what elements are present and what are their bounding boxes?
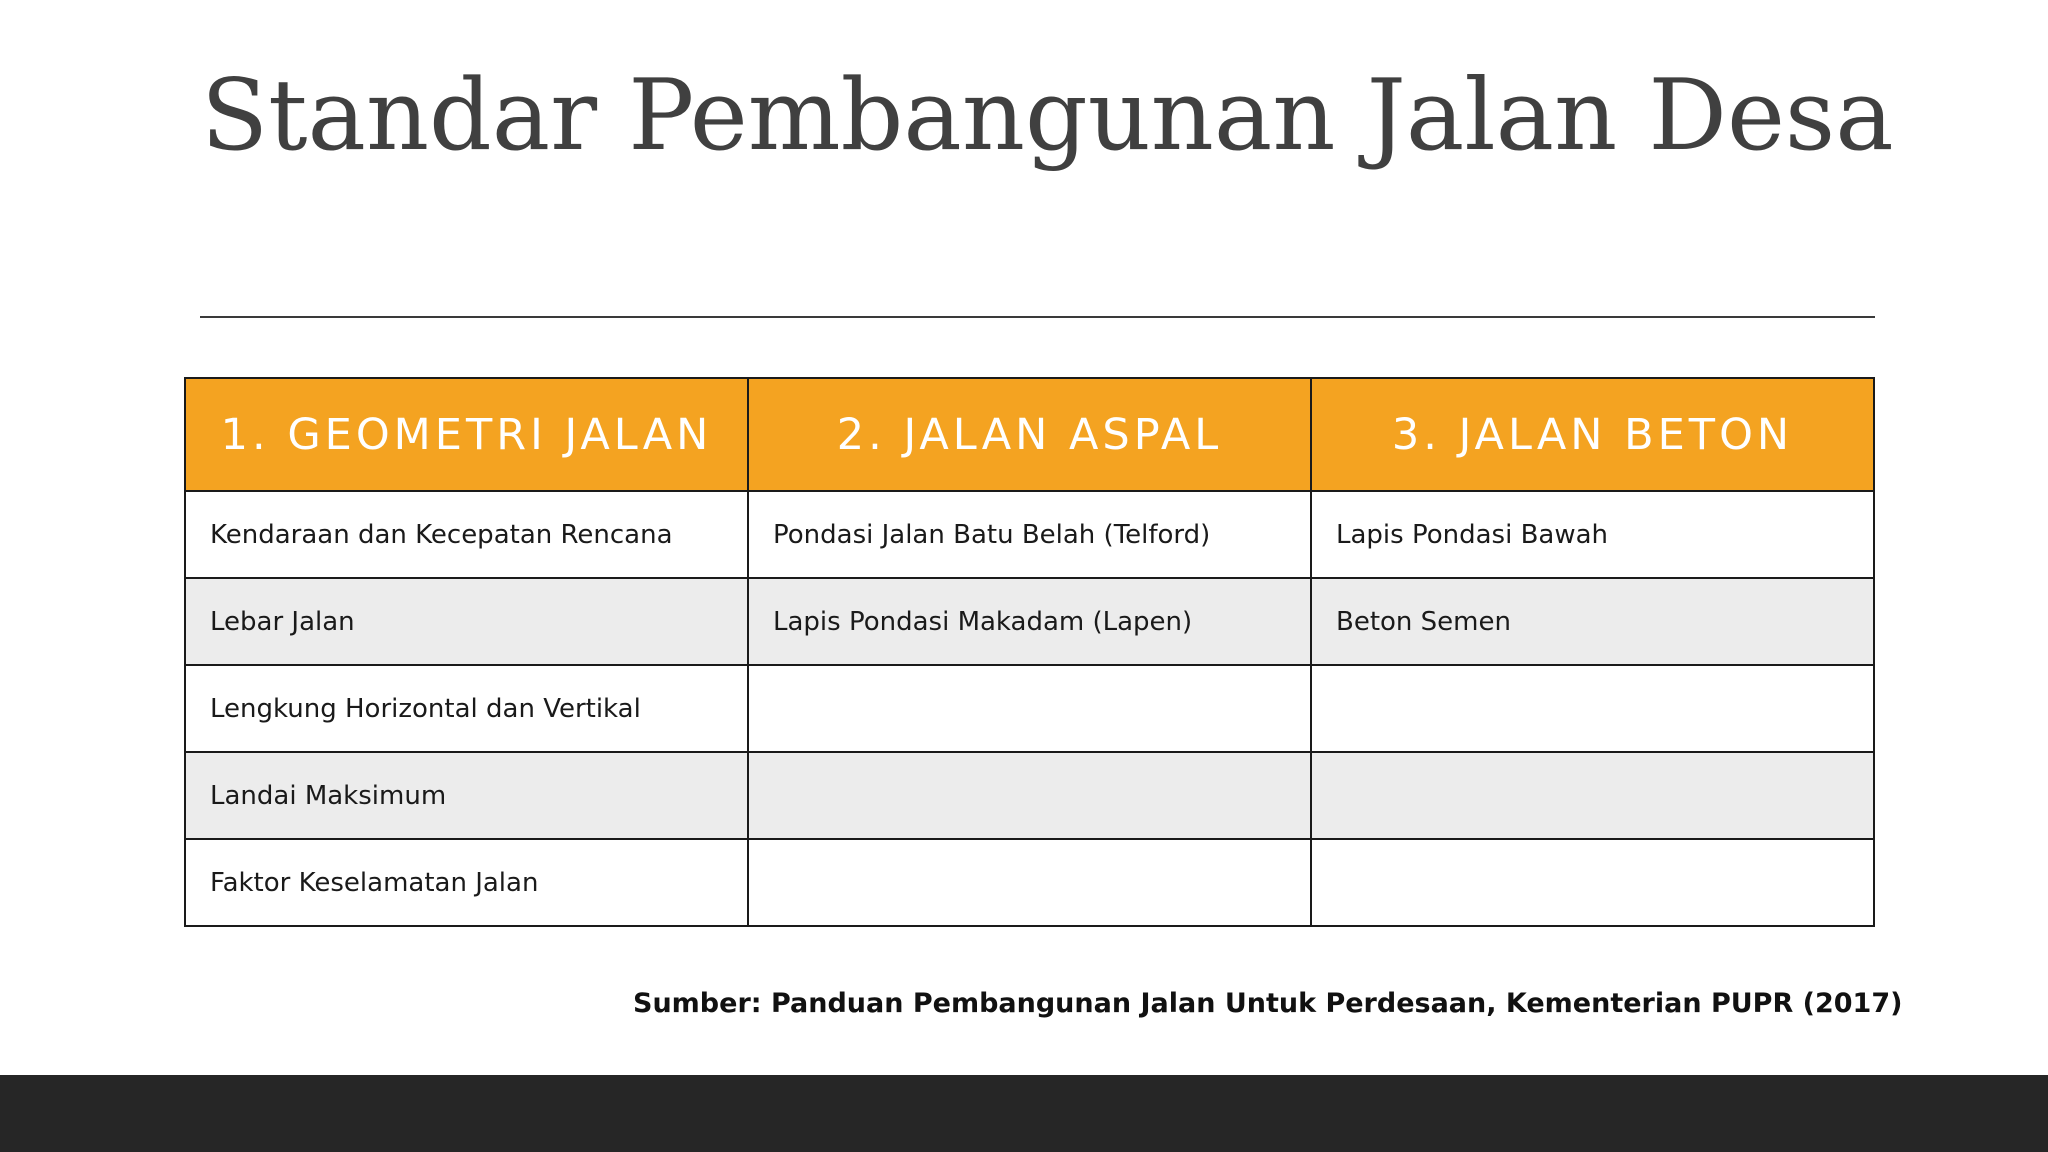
header-geometri-jalan: 1. GEOMETRI JALAN bbox=[185, 378, 748, 491]
table-row bbox=[185, 665, 1874, 752]
table-cell bbox=[748, 839, 1311, 926]
table-cell bbox=[1311, 839, 1874, 926]
header-jalan-aspal: 2. JALAN ASPAL bbox=[748, 378, 1311, 491]
source-citation: Sumber: Panduan Pembangunan Jalan Untuk Perdesaan, Kementerian PUPR (2017) bbox=[633, 988, 1903, 1019]
table-cell: Lengkung Horizontal dan Vertikal bbox=[185, 665, 748, 752]
table-row bbox=[185, 752, 1874, 839]
table-cell bbox=[748, 665, 1311, 752]
table-cell bbox=[1311, 752, 1874, 839]
table-row bbox=[185, 839, 1874, 926]
table-cell: Lebar Jalan bbox=[185, 578, 748, 665]
table-header-row bbox=[185, 378, 1874, 491]
table-cell bbox=[1311, 665, 1874, 752]
table-cell: Landai Maksimum bbox=[185, 752, 748, 839]
table-cell: Pondasi Jalan Batu Belah (Telford) bbox=[748, 491, 1311, 578]
table-cell: Beton Semen bbox=[1311, 578, 1874, 665]
table-cell bbox=[748, 752, 1311, 839]
table-cell: Faktor Keselamatan Jalan bbox=[185, 839, 748, 926]
footer-bar bbox=[0, 1075, 2048, 1152]
header-jalan-beton: 3. JALAN BETON bbox=[1311, 378, 1874, 491]
road-standards-table bbox=[184, 377, 1875, 927]
slide-title: Standar Pembangunan Jalan Desa bbox=[201, 59, 1894, 173]
table-cell: Kendaraan dan Kecepatan Rencana bbox=[185, 491, 748, 578]
table-row bbox=[185, 578, 1874, 665]
table-row bbox=[185, 491, 1874, 578]
title-divider bbox=[200, 316, 1875, 318]
table-cell: Lapis Pondasi Bawah bbox=[1311, 491, 1874, 578]
table-cell: Lapis Pondasi Makadam (Lapen) bbox=[748, 578, 1311, 665]
